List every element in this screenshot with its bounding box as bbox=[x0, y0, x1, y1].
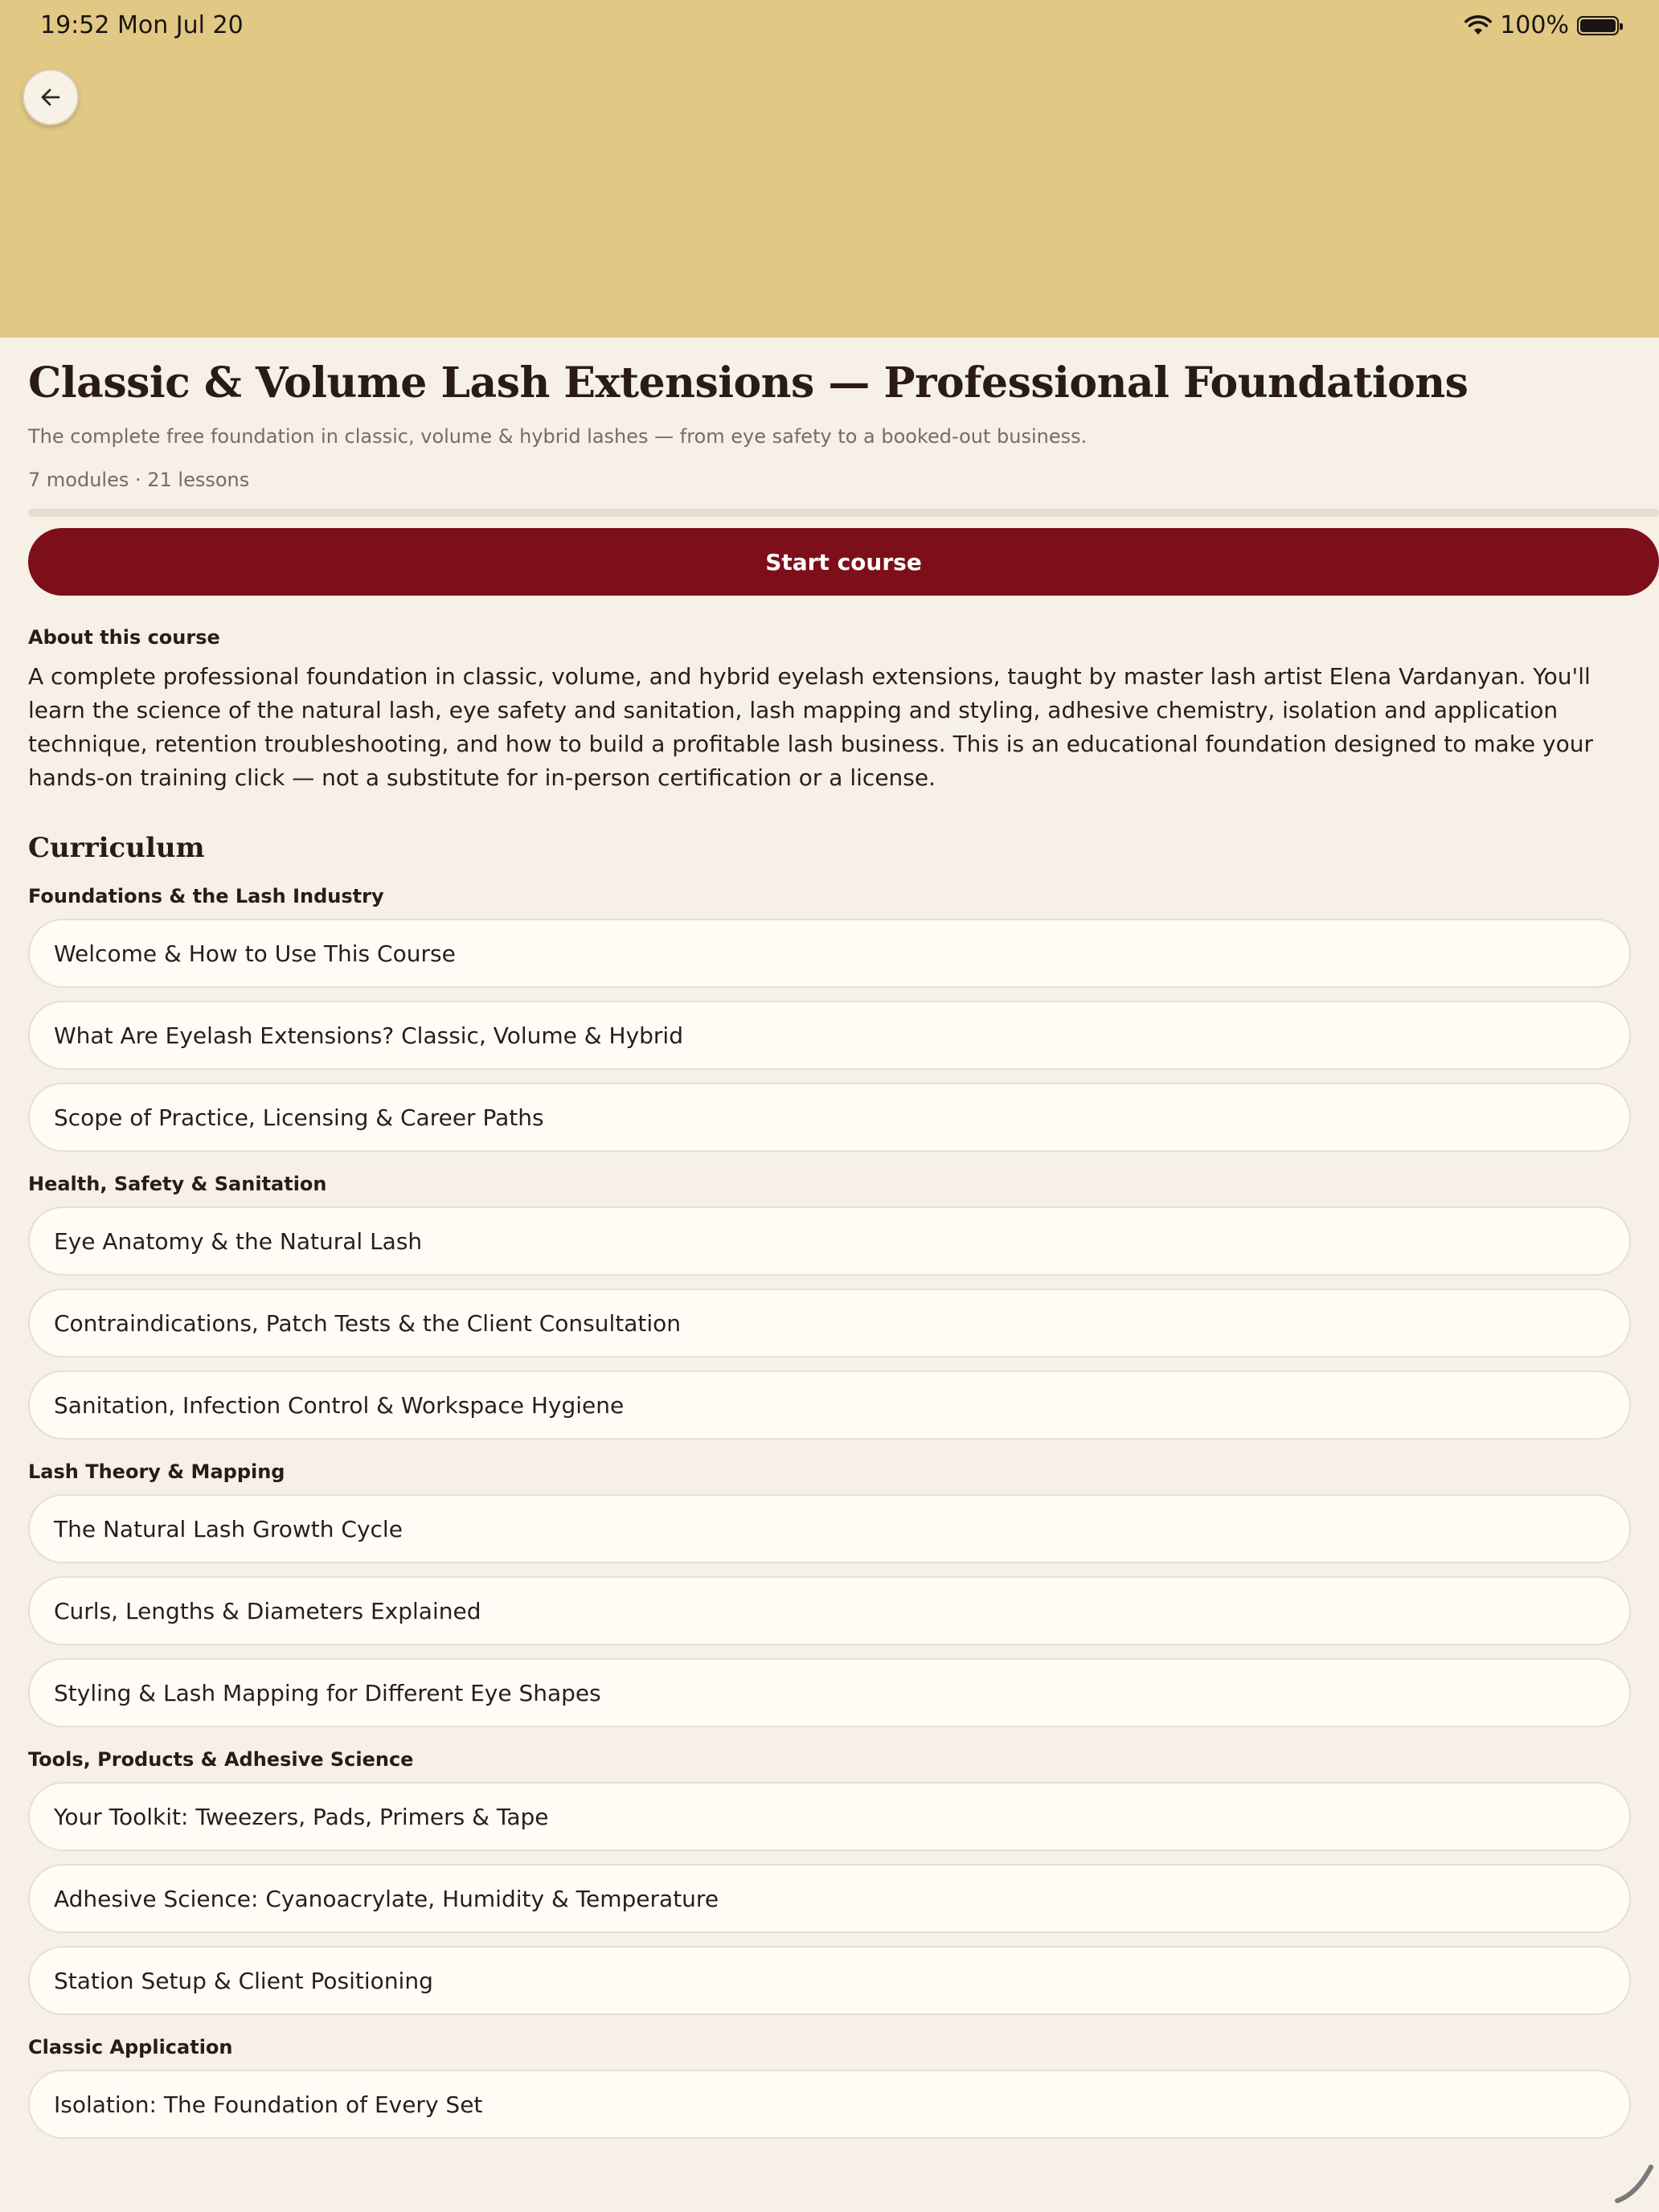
lesson-item[interactable]: Adhesive Science: Cyanoacrylate, Humidity & Temperature bbox=[28, 1864, 1631, 1933]
module-section bbox=[28, 885, 1631, 1152]
lesson-item[interactable]: Scope of Practice, Licensing & Career Paths bbox=[28, 1083, 1631, 1152]
lesson-item[interactable]: Your Toolkit: Tweezers, Pads, Primers & Tape bbox=[28, 1782, 1631, 1851]
module-title: Tools, Products & Adhesive Science bbox=[28, 1748, 414, 1771]
status-date: Mon Jul 20 bbox=[117, 11, 244, 39]
module-section bbox=[28, 1460, 1631, 1727]
module-title: Foundations & the Lash Industry bbox=[28, 885, 384, 907]
module-title: Lash Theory & Mapping bbox=[28, 1460, 285, 1483]
back-button[interactable] bbox=[23, 69, 79, 125]
battery-icon bbox=[1577, 16, 1619, 35]
lesson-item[interactable]: Styling & Lash Mapping for Different Eye Shapes bbox=[28, 1658, 1631, 1727]
about-text: A complete professional foundation in classic, volume, and hybrid eyelash extensions, taught by master lash artist Elena Vardanyan. You'll learn the science of the natural lash, eye safety and sanitation, lash mapping and styling, adhesive chemistry, isolation and application technique, retention troubleshooting, and how to build a profitable lash business. This is an educational foundation designed to make your hands-on training click — not a substitute for in-person certification or a license. bbox=[28, 663, 1594, 791]
scroll-indicator[interactable] bbox=[1612, 2162, 1656, 2206]
lesson-item[interactable]: The Natural Lash Growth Cycle bbox=[28, 1494, 1631, 1563]
course-detail bbox=[28, 338, 1631, 2152]
lesson-item[interactable]: Eye Anatomy & the Natural Lash bbox=[28, 1206, 1631, 1276]
module-section bbox=[28, 2036, 1631, 2139]
lesson-item[interactable]: What Are Eyelash Extensions? Classic, Volume & Hybrid bbox=[28, 1001, 1631, 1070]
module-title: Health, Safety & Sanitation bbox=[28, 1173, 327, 1195]
course-progress-bar bbox=[28, 509, 1659, 517]
lesson-item[interactable]: Station Setup & Client Positioning bbox=[28, 1946, 1631, 2015]
status-indicators bbox=[1464, 11, 1619, 39]
wifi-icon bbox=[1464, 15, 1492, 36]
curriculum-heading: Curriculum bbox=[28, 832, 205, 864]
course-title: Classic & Volume Lash Extensions — Professional Foundations bbox=[28, 358, 1469, 408]
curriculum-list bbox=[28, 885, 1631, 2139]
arrow-left-icon bbox=[39, 86, 62, 109]
start-course-button[interactable]: Start course bbox=[28, 528, 1659, 596]
about-heading: About this course bbox=[28, 626, 220, 649]
status-time: 19:52 bbox=[40, 11, 110, 39]
lesson-item[interactable]: Contraindications, Patch Tests & the Client Consultation bbox=[28, 1288, 1631, 1358]
lesson-item[interactable]: Curls, Lengths & Diameters Explained bbox=[28, 1576, 1631, 1645]
course-subtitle: The complete free foundation in classic, volume & hybrid lashes — from eye safety to a booked-out business. bbox=[28, 425, 1088, 448]
lesson-item[interactable]: Sanitation, Infection Control & Workspace Hygiene bbox=[28, 1370, 1631, 1440]
module-section bbox=[28, 1748, 1631, 2015]
course-meta: 7 modules · 21 lessons bbox=[28, 469, 250, 491]
status-bar bbox=[0, 0, 1659, 51]
battery-percent: 100% bbox=[1500, 11, 1569, 39]
module-title: Classic Application bbox=[28, 2036, 233, 2058]
module-section bbox=[28, 1173, 1631, 1440]
lesson-item[interactable]: Isolation: The Foundation of Every Set bbox=[28, 2070, 1631, 2139]
lesson-item[interactable]: Welcome & How to Use This Course bbox=[28, 919, 1631, 988]
